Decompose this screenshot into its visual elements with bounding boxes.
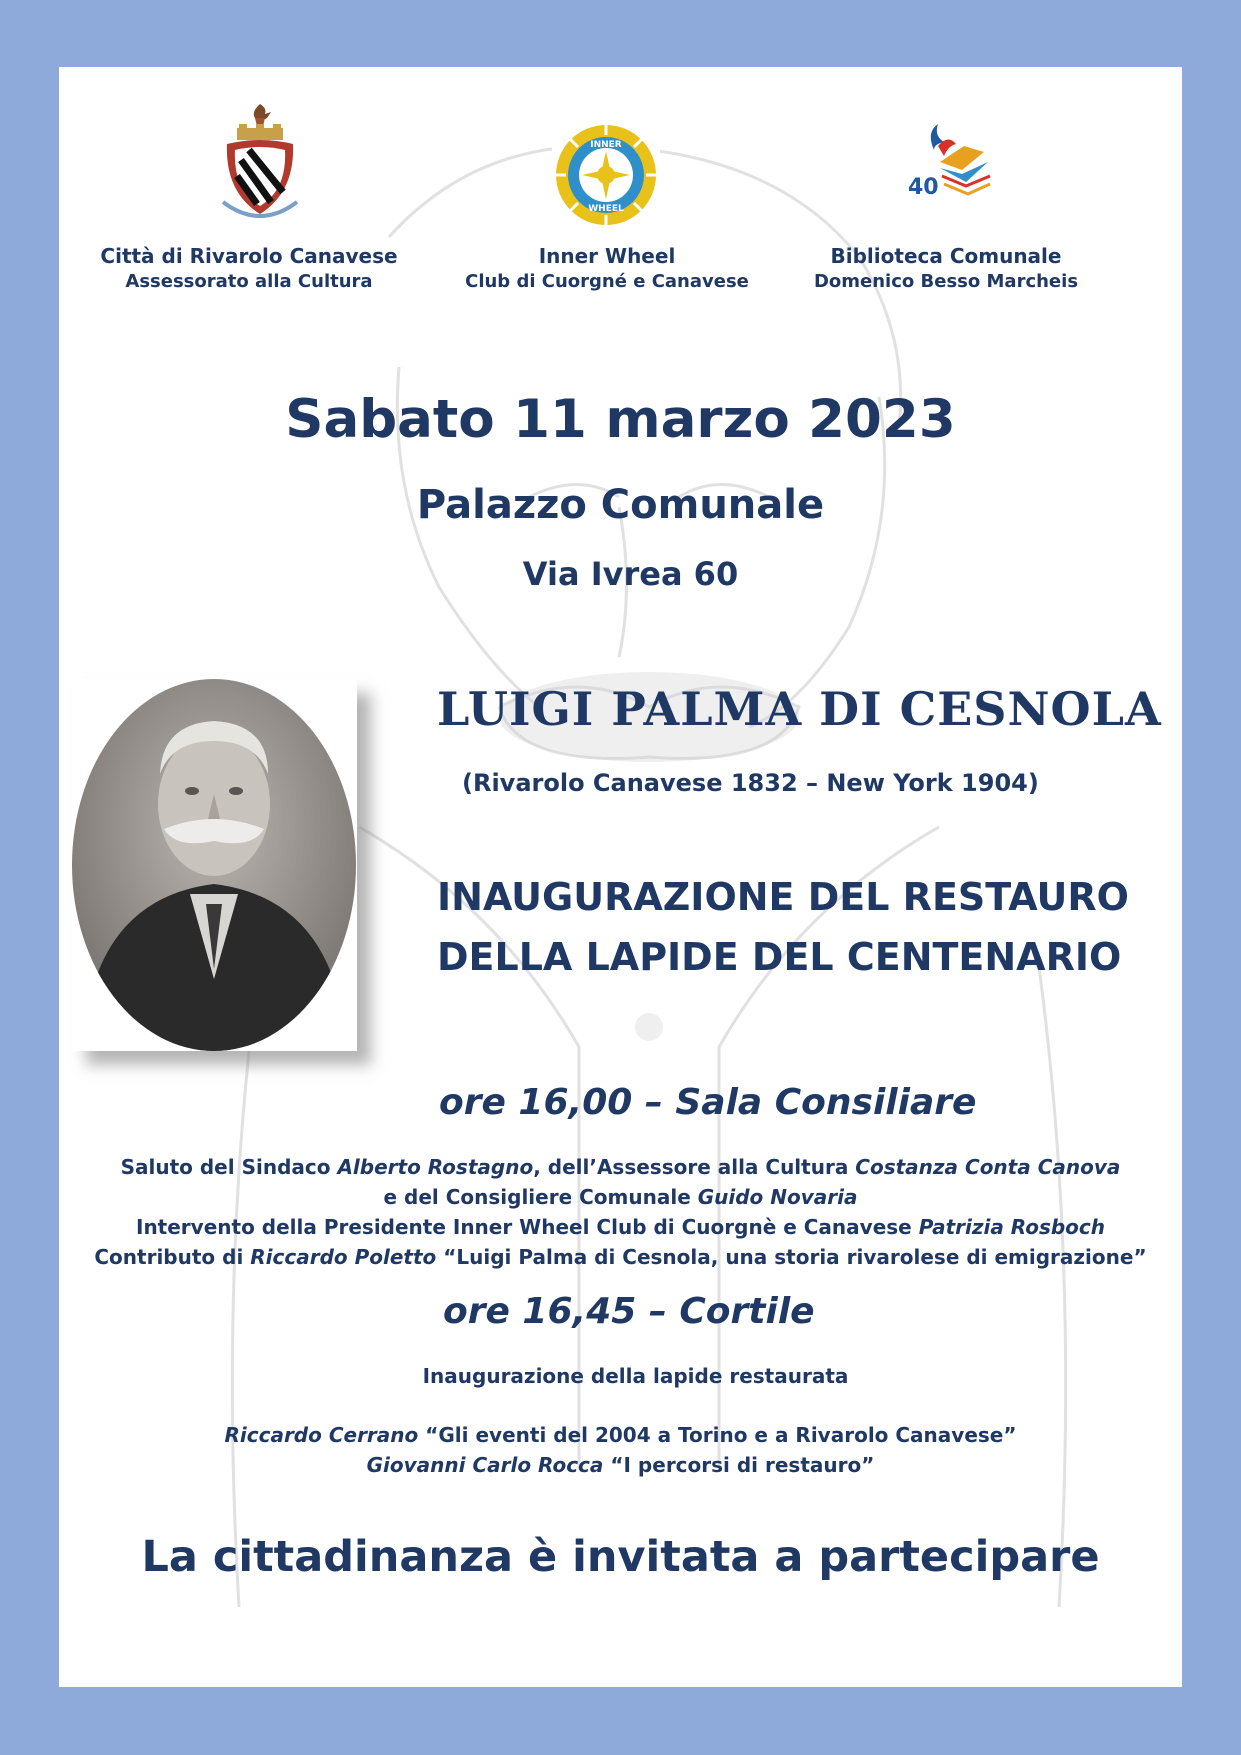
event-date: Sabato 11 marzo 2023 — [285, 389, 956, 450]
event-address: Via Ivrea 60 — [522, 555, 739, 593]
person-name: Riccardo Cerrano — [224, 1423, 419, 1447]
person-name: Patrizia Rosboch — [918, 1215, 1105, 1239]
program-line: Contributo di Riccardo Poletto “Luigi Palma di Cesnola, una storia rivarolese di emigrazione” — [94, 1245, 1147, 1269]
organizer-caption-library — [791, 243, 1101, 295]
closing-invitation: La cittadinanza è invitata a partecipare — [141, 1532, 1100, 1582]
program-line: Riccardo Cerrano “Gli eventi del 2004 a Torino e a Rivarolo Canavese” — [224, 1423, 1017, 1447]
subject-name: LUIGI PALMA DI CESNOLA — [437, 682, 1162, 736]
library-logo-number: 40 — [908, 175, 939, 200]
subject-lifespan: (Rivarolo Canavese 1832 – New York 1904) — [462, 769, 1039, 797]
program-details-2b — [59, 1420, 1182, 1480]
person-name: Riccardo Poletto — [250, 1245, 437, 1269]
organizer-name: Inner Wheel — [538, 244, 676, 268]
program-line: e del Consigliere Comunale Guido Novaria — [383, 1185, 858, 1209]
person-name: Costanza Conta Canova — [855, 1155, 1121, 1179]
program-line: Saluto del Sindaco Alberto Rostagno, dell’Assessore alla Cultura Costanza Conta Canova — [120, 1155, 1121, 1179]
inner-wheel-logo-top-text: INNER — [590, 140, 622, 150]
program-line: Inaugurazione della lapide restaurata — [422, 1364, 849, 1388]
inner-wheel-logo-icon — [552, 121, 660, 229]
program-details-1 — [59, 1152, 1182, 1272]
organizer-name: Città di Rivarolo Canavese — [100, 244, 398, 268]
program-time-1: ore 16,00 – Sala Consiliare — [439, 1082, 977, 1123]
person-name: Guido Novaria — [697, 1185, 858, 1209]
program-line: Intervento della Presidente Inner Wheel Club di Cuorgnè e Canavese Patrizia Rosboch — [136, 1215, 1105, 1239]
portrait-frame — [72, 679, 357, 1051]
person-name: Alberto Rostagno — [337, 1155, 534, 1179]
organizer-subtitle: Domenico Besso Marcheis — [813, 271, 1079, 292]
program-details-2a — [59, 1361, 1182, 1391]
program-time-2: ore 16,45 – Cortile — [443, 1291, 815, 1332]
person-name: Giovanni Carlo Rocca — [366, 1453, 604, 1477]
headline-line-1: INAUGURAZIONE DEL RESTAURO — [437, 875, 1129, 919]
organizer-name: Biblioteca Comunale — [830, 244, 1062, 268]
library-40-logo-icon — [904, 122, 994, 207]
organizer-subtitle: Assessorato alla Cultura — [125, 271, 373, 292]
organizer-subtitle: Club di Cuorgné e Canavese — [465, 271, 749, 292]
event-venue: Palazzo Comunale — [416, 482, 825, 528]
portrait-photo-icon — [72, 679, 357, 1051]
poster-sheet — [59, 67, 1182, 1687]
inner-wheel-logo-bottom-text: WHEEL — [588, 204, 624, 214]
program-line: Giovanni Carlo Rocca “I percorsi di restauro” — [366, 1453, 875, 1477]
headline-line-2: DELLA LAPIDE DEL CENTENARIO — [437, 935, 1122, 979]
coat-of-arms-icon — [215, 102, 305, 227]
organizer-caption-city — [99, 243, 399, 295]
organizer-caption-inner-wheel — [457, 243, 757, 295]
